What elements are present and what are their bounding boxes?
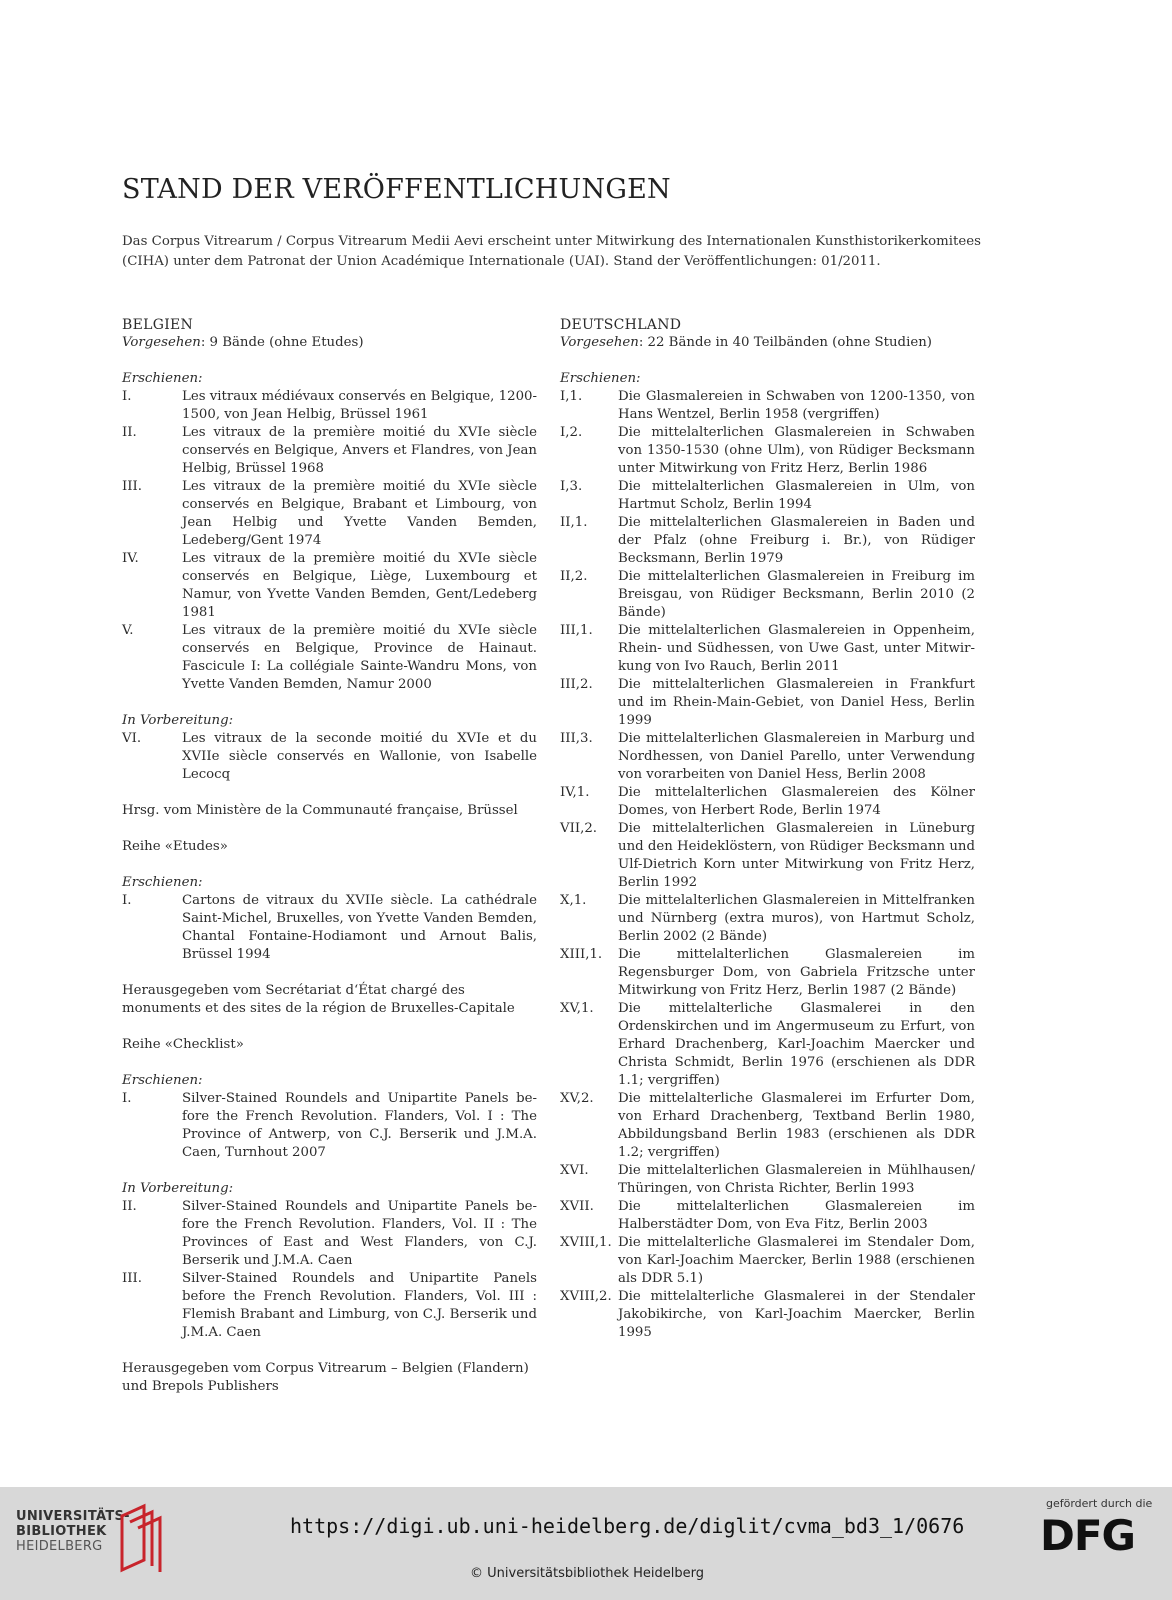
entry-number: XIII,1. bbox=[560, 947, 603, 962]
list-item bbox=[560, 820, 975, 892]
document-url-link[interactable]: https://digi.ub.uni-heidelberg.de/diglit/cvma_bd3_1/0676 bbox=[290, 1514, 965, 1538]
belgien-planned bbox=[122, 334, 537, 352]
belgien-column bbox=[122, 316, 537, 1396]
list-item bbox=[122, 892, 537, 964]
list-item bbox=[560, 1000, 975, 1090]
entry-text: Die mittelalterlichen Glasmalereien in Oppenheim, Rhein- und Südhessen, von Uwe Gast, unter Mitwir-kung von Ivo Rauch, Berlin 2011 bbox=[618, 623, 975, 674]
planned-text: : 22 Bände in 40 Teilbänden (ohne Studien) bbox=[638, 335, 932, 350]
entry-text: Die mittelalterliche Glasmalerei im Stendaler Dom, von Karl-Joachim Maercker, Berlin 1988 (erschienen als DDR 5.1) bbox=[618, 1235, 975, 1286]
list-item bbox=[560, 424, 975, 478]
entry-number: III,1. bbox=[560, 623, 593, 638]
entry-number: I. bbox=[122, 1091, 132, 1106]
entry-text: Die mittelalterlichen Glasmalereien im Regensburger Dom, von Gabriela Fritzsche unter Mitwirkung von Fritz Herz, Berlin 1987 (2 Bände) bbox=[618, 947, 975, 998]
planned-label: Vorgesehen bbox=[122, 335, 201, 350]
library-name-line1: UNIVERSITÄTS- bbox=[16, 1509, 130, 1524]
entry-number: III,2. bbox=[560, 677, 593, 692]
entry-text: Silver-Stained Roundels and Unipartite Panels before the French Revolution. Flanders, Vol. III : Flemish Brabant and Limburg, von C.J. Berserik und J.M.A. Caen bbox=[182, 1271, 537, 1340]
deutschland-published-label: Erschienen: bbox=[560, 371, 641, 386]
entry-text: Die mittelalterliche Glasmalerei in der Stendaler Jakobikirche, von Karl-Joachim Maercker, Berlin 1995 bbox=[618, 1289, 975, 1340]
entry-text: Les vitraux de la seconde moitié du XVIe et du XVIIe siècle conservés en Wallonie, von Isabelle Lecocq bbox=[182, 731, 537, 782]
entry-number: III. bbox=[122, 1271, 142, 1286]
checklist-heading: Reihe «Checklist» bbox=[122, 1037, 244, 1052]
belgien-published-list bbox=[122, 388, 537, 694]
list-item bbox=[122, 550, 537, 622]
etudes-list bbox=[122, 892, 537, 964]
list-item bbox=[560, 1234, 975, 1288]
page-title: STAND DER VERÖFFENTLICHUNGEN bbox=[122, 174, 671, 205]
list-item bbox=[560, 676, 975, 730]
list-item bbox=[560, 730, 975, 784]
entry-text: Les vitraux de la première moitié du XVIe siècle conservés en Belgique, Anvers et Flandres, von Jean Helbig, Brüssel 1968 bbox=[182, 425, 537, 476]
entry-number: V. bbox=[122, 623, 134, 638]
entry-text: Die mittelalterlichen Glasmalereien in Schwaben von 1350-1530 (ohne Ulm), von Rüdiger Becksmann unter Mitwirkung von Fritz Herz, Berlin 1986 bbox=[618, 425, 975, 476]
entry-text: Cartons de vitraux du XVIIe siècle. La cathédrale Saint-Michel, Bruxelles, von Yvette Vanden Bemden, Chantal Fontaine-Hodiamont und Arnout Balis, Brüssel 1994 bbox=[182, 893, 537, 962]
entry-text: Silver-Stained Roundels and Unipartite Panels be-fore the French Revolution. Flanders, Vol. I : The Province of Antwerp, von C.J. Berserik und J.M.A. Caen, Turnhout 2007 bbox=[182, 1091, 537, 1160]
footer-bar bbox=[0, 1487, 1172, 1600]
entry-text: Die mittelalterlichen Glasmalereien in Freiburg im Breisgau, von Rüdiger Becksmann, Berlin 2010 (2 Bände) bbox=[618, 569, 975, 620]
belgien-publisher-1: Hrsg. vom Ministère de la Communauté française, Brüssel bbox=[122, 803, 518, 818]
entry-text: Die Glasmalereien in Schwaben von 1200-1350, von Hans Wentzel, Berlin 1958 (vergriffen) bbox=[618, 389, 975, 422]
entry-number: III. bbox=[122, 479, 142, 494]
checklist-published-label: Erschienen: bbox=[122, 1073, 203, 1088]
etudes-heading: Reihe «Etudes» bbox=[122, 839, 228, 854]
list-item bbox=[560, 946, 975, 1000]
entry-number: X,1. bbox=[560, 893, 587, 908]
entry-number: I. bbox=[122, 389, 132, 404]
entry-text: Die mittelalterlichen Glasmalereien in Mühlhausen/ Thüringen, von Christa Richter, Berlin 1993 bbox=[618, 1163, 975, 1196]
copyright-text: © Universitätsbibliothek Heidelberg bbox=[470, 1566, 705, 1581]
entry-number: I. bbox=[122, 893, 132, 908]
list-item bbox=[122, 1198, 537, 1270]
list-item bbox=[560, 622, 975, 676]
entry-number: IV. bbox=[122, 551, 139, 566]
list-item bbox=[560, 1162, 975, 1198]
list-item bbox=[122, 1090, 537, 1162]
checklist-list bbox=[122, 1090, 537, 1162]
entry-number: XVI. bbox=[560, 1163, 589, 1178]
library-name-line3: HEIDELBERG bbox=[16, 1539, 103, 1554]
list-item bbox=[122, 730, 537, 784]
belgien-prep-list bbox=[122, 730, 537, 784]
entry-text: Die mittelalterlichen Glasmalereien in Baden und der Pfalz (ohne Freiburg i. Br.), von Rüdiger Becksmann, Berlin 1979 bbox=[618, 515, 975, 566]
list-item bbox=[122, 478, 537, 550]
library-logo-icon bbox=[118, 1502, 166, 1574]
entry-number: III,3. bbox=[560, 731, 593, 746]
planned-text: : 9 Bände (ohne Etudes) bbox=[200, 335, 364, 350]
belgien-heading: BELGIEN bbox=[122, 317, 194, 333]
list-item bbox=[122, 388, 537, 424]
entry-number: XV,1. bbox=[560, 1001, 594, 1016]
entry-text: Die mittelalterlichen Glasmalereien in Ulm, von Hartmut Scholz, Berlin 1994 bbox=[618, 479, 975, 512]
deutschland-heading: DEUTSCHLAND bbox=[560, 317, 682, 333]
list-item bbox=[560, 568, 975, 622]
list-item bbox=[560, 478, 975, 514]
library-logo-text bbox=[16, 1509, 130, 1554]
entry-text: Les vitraux médiévaux conservés en Belgique, 1200-1500, von Jean Helbig, Brüssel 1961 bbox=[182, 389, 537, 422]
entry-text: Die mittelalterlichen Glasmalereien in Marburg und Nordhessen, von Daniel Parello, unter Verwendung von vorarbeiten von Daniel Hess, Berlin 2008 bbox=[618, 731, 975, 782]
list-item bbox=[560, 1288, 975, 1342]
entry-text: Die mittelalterlichen Glasmalereien im Halberstädter Dom, von Eva Fitz, Berlin 2003 bbox=[618, 1199, 975, 1232]
entry-text: Die mittelalterlichen Glasmalereien in Lüneburg und den Heideklöstern, von Rüdiger Becksmann und Ulf-Dietrich Korn unter Mitwirkung von Fritz Herz, Berlin 1992 bbox=[618, 821, 975, 890]
entry-text: Die mittelalterliche Glasmalerei in den Ordenskirchen und im Angermuseum zu Erfurt, von Erhard Drachenberg, Karl-Joachim Maercker und Christa Schmidt, Berlin 1976 (erschienen als DDR 1.1; vergriffen) bbox=[618, 1001, 975, 1088]
entry-text: Die mittelalterliche Glasmalerei im Erfurter Dom, von Erhard Drachenberg, Textband Berlin 1980, Abbildungsband Berlin 1983 (erschienen als DDR 1.2; vergriffen) bbox=[618, 1091, 975, 1160]
entry-text: Les vitraux de la première moitié du XVIe siècle conservés en Belgique, Province de Hainaut. Fascicule I: La collégiale Sainte-Wandru Mons, von Yvette Vanden Bemden, Namur 2000 bbox=[182, 623, 537, 692]
belgien-publisher-2: Herausgegeben vom Secrétariat d‘État chargé des monuments et des sites de la région de Bruxelles-Capitale bbox=[122, 983, 515, 1016]
entry-number: VI. bbox=[122, 731, 142, 746]
entry-number: IV,1. bbox=[560, 785, 590, 800]
belgien-publisher-3: Herausgegeben vom Corpus Vitrearum – Belgien (Flandern) und Brepols Publishers bbox=[122, 1361, 529, 1394]
entry-number: XVIII,1. bbox=[560, 1235, 612, 1250]
deutschland-planned bbox=[560, 334, 975, 352]
belgien-published-label: Erschienen: bbox=[122, 371, 203, 386]
entry-number: I,3. bbox=[560, 479, 583, 494]
list-item bbox=[560, 1090, 975, 1162]
funded-by-text: gefördert durch die bbox=[1046, 1497, 1153, 1510]
entry-number: I,1. bbox=[560, 389, 583, 404]
entry-text: Les vitraux de la première moitié du XVIe siècle conservés en Belgique, Brabant et Limbourg, von Jean Helbig und Yvette Vanden Bemden, Ledeberg/Gent 1974 bbox=[182, 479, 537, 548]
list-item bbox=[560, 784, 975, 820]
entry-text: Die mittelalterlichen Glasmalereien in Frankfurt und im Rhein-Main-Gebiet, von Daniel Hess, Berlin 1999 bbox=[618, 677, 975, 728]
belgien-prep-label: In Vorbereitung: bbox=[122, 713, 234, 728]
library-name-line2: BIBLIOTHEK bbox=[16, 1524, 107, 1539]
intro-paragraph: Das Corpus Vitrearum / Corpus Vitrearum Medii Aevi erscheint unter Mitwirkung des Internationalen Kunsthistorikerkomitees (CIHA) unter dem Patronat der Union Académique Internationale (UAI). Stand der Veröffentlichungen: 01/2011. bbox=[122, 234, 981, 269]
entry-number: II. bbox=[122, 1199, 137, 1214]
list-item bbox=[560, 1198, 975, 1234]
list-item bbox=[122, 424, 537, 478]
entry-number: VII,2. bbox=[560, 821, 598, 836]
entry-number: I,2. bbox=[560, 425, 583, 440]
checklist-prep-list bbox=[122, 1198, 537, 1342]
list-item bbox=[560, 388, 975, 424]
dfg-logo: DFG bbox=[1040, 1511, 1136, 1560]
checklist-prep-label: In Vorbereitung: bbox=[122, 1181, 234, 1196]
entry-number: II,2. bbox=[560, 569, 588, 584]
entry-number: II. bbox=[122, 425, 137, 440]
entry-number: XVIII,2. bbox=[560, 1289, 612, 1304]
etudes-published-label: Erschienen: bbox=[122, 875, 203, 890]
entry-number: XV,2. bbox=[560, 1091, 594, 1106]
entry-text: Les vitraux de la première moitié du XVIe siècle conservés en Belgique, Liège, Luxembourg et Namur, von Yvette Vanden Bemden, Gent/Ledeberg 1981 bbox=[182, 551, 537, 620]
entry-text: Die mittelalterlichen Glasmalereien des Kölner Domes, von Herbert Rode, Berlin 1974 bbox=[618, 785, 975, 818]
entry-text: Silver-Stained Roundels and Unipartite Panels be-fore the French Revolution. Flanders, Vol. II : The Provinces of East and West Flanders, von C.J. Berserik und J.M.A. Caen bbox=[182, 1199, 537, 1268]
entry-text: Die mittelalterlichen Glasmalereien in Mittelfranken und Nürnberg (extra muros), von Hartmut Scholz, Berlin 2002 (2 Bände) bbox=[618, 893, 975, 944]
deutschland-column bbox=[560, 316, 975, 1342]
entry-number: XVII. bbox=[560, 1199, 594, 1214]
list-item bbox=[560, 892, 975, 946]
deutschland-published-list bbox=[560, 388, 975, 1342]
list-item bbox=[122, 622, 537, 694]
planned-label: Vorgesehen bbox=[560, 335, 639, 350]
list-item bbox=[560, 514, 975, 568]
entry-number: II,1. bbox=[560, 515, 588, 530]
list-item bbox=[122, 1270, 537, 1342]
